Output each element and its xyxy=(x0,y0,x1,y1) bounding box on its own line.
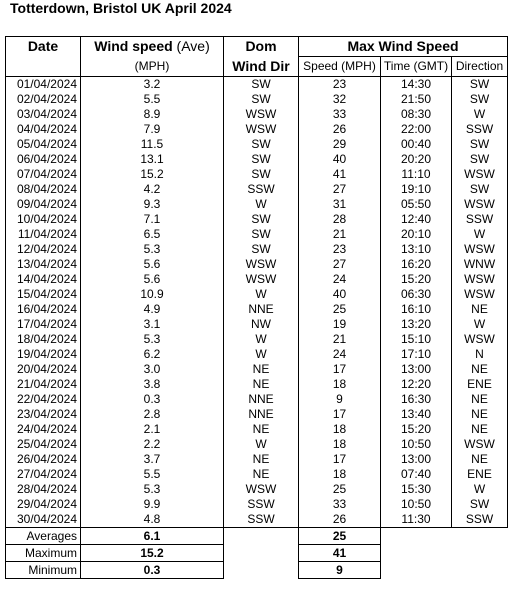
cell-max-direction: WSW xyxy=(452,197,508,212)
table-row xyxy=(6,512,508,528)
cell-wind-speed: 5.3 xyxy=(81,482,224,497)
cell-max-direction: WSW xyxy=(452,287,508,302)
cell-wind-dir: SSW xyxy=(224,497,299,512)
table-row xyxy=(6,332,508,347)
summary-blank xyxy=(381,545,508,562)
cell-max-direction: SW xyxy=(452,182,508,197)
cell-max-speed: 27 xyxy=(299,257,381,272)
table-row xyxy=(6,107,508,122)
cell-max-direction: N xyxy=(452,347,508,362)
cell-wind-speed: 2.8 xyxy=(81,407,224,422)
cell-max-direction: SSW xyxy=(452,512,508,528)
cell-max-speed: 41 xyxy=(299,167,381,182)
cell-wind-dir: NE xyxy=(224,377,299,392)
summary-label-maximum: Maximum xyxy=(6,545,81,562)
header-dom: Dom xyxy=(224,37,299,57)
summary-max-speed-minimum: 9 xyxy=(299,562,381,579)
summary-label-minimum: Minimum xyxy=(6,562,81,579)
cell-max-direction: WNW xyxy=(452,257,508,272)
summary-blank xyxy=(381,562,508,579)
cell-wind-speed: 7.9 xyxy=(81,122,224,137)
cell-max-time: 10:50 xyxy=(381,437,452,452)
cell-max-speed: 24 xyxy=(299,347,381,362)
summary-max-speed-maximum: 41 xyxy=(299,545,381,562)
cell-max-speed: 33 xyxy=(299,497,381,512)
cell-max-time: 12:40 xyxy=(381,212,452,227)
header-time-gmt: Time (GMT) xyxy=(381,57,452,77)
cell-wind-dir: SW xyxy=(224,242,299,257)
cell-max-speed: 18 xyxy=(299,422,381,437)
cell-max-time: 06:30 xyxy=(381,287,452,302)
cell-date: 22/04/2024 xyxy=(6,392,81,407)
cell-wind-speed: 3.1 xyxy=(81,317,224,332)
cell-wind-speed: 5.3 xyxy=(81,242,224,257)
summary-max-speed-averages: 25 xyxy=(299,528,381,545)
cell-wind-speed: 9.9 xyxy=(81,497,224,512)
cell-max-speed: 24 xyxy=(299,272,381,287)
cell-max-time: 15:20 xyxy=(381,422,452,437)
cell-max-direction: WSW xyxy=(452,272,508,287)
cell-max-speed: 26 xyxy=(299,122,381,137)
cell-max-time: 15:20 xyxy=(381,272,452,287)
cell-max-time: 15:30 xyxy=(381,482,452,497)
cell-wind-speed: 3.7 xyxy=(81,452,224,467)
cell-wind-speed: 3.8 xyxy=(81,377,224,392)
cell-max-direction: SW xyxy=(452,497,508,512)
cell-wind-dir: SW xyxy=(224,92,299,107)
cell-max-time: 11:30 xyxy=(381,512,452,528)
cell-wind-dir: SW xyxy=(224,77,299,93)
table-row xyxy=(6,212,508,227)
cell-max-speed: 25 xyxy=(299,302,381,317)
cell-max-time: 07:40 xyxy=(381,467,452,482)
cell-wind-dir: SW xyxy=(224,212,299,227)
table-row xyxy=(6,77,508,93)
cell-date: 20/04/2024 xyxy=(6,362,81,377)
table-row xyxy=(6,482,508,497)
cell-max-speed: 33 xyxy=(299,107,381,122)
cell-wind-dir: W xyxy=(224,332,299,347)
table-row xyxy=(6,227,508,242)
cell-wind-speed: 5.5 xyxy=(81,467,224,482)
cell-date: 21/04/2024 xyxy=(6,377,81,392)
cell-max-speed: 21 xyxy=(299,227,381,242)
cell-date: 05/04/2024 xyxy=(6,137,81,152)
cell-wind-speed: 6.5 xyxy=(81,227,224,242)
cell-wind-speed: 5.6 xyxy=(81,272,224,287)
cell-wind-dir: W xyxy=(224,287,299,302)
cell-max-time: 16:30 xyxy=(381,392,452,407)
cell-max-time: 13:20 xyxy=(381,317,452,332)
table-row xyxy=(6,182,508,197)
cell-date: 17/04/2024 xyxy=(6,317,81,332)
cell-wind-dir: NE xyxy=(224,422,299,437)
table-row xyxy=(6,152,508,167)
cell-date: 27/04/2024 xyxy=(6,467,81,482)
cell-max-speed: 21 xyxy=(299,332,381,347)
cell-date: 16/04/2024 xyxy=(6,302,81,317)
table-row xyxy=(6,422,508,437)
table-row xyxy=(6,197,508,212)
cell-wind-dir: WSW xyxy=(224,272,299,287)
summary-wind-speed-minimum: 0.3 xyxy=(81,562,224,579)
cell-date: 23/04/2024 xyxy=(6,407,81,422)
cell-max-speed: 40 xyxy=(299,287,381,302)
cell-date: 02/04/2024 xyxy=(6,92,81,107)
cell-max-direction: NE xyxy=(452,362,508,377)
cell-max-time: 21:50 xyxy=(381,92,452,107)
cell-max-time: 17:10 xyxy=(381,347,452,362)
table-row xyxy=(6,437,508,452)
header-row-1 xyxy=(6,37,508,57)
cell-max-speed: 18 xyxy=(299,467,381,482)
summary-wind-speed-averages: 6.1 xyxy=(81,528,224,545)
cell-max-time: 11:10 xyxy=(381,167,452,182)
header-wind-dir: Wind Dir xyxy=(224,57,299,77)
cell-max-time: 10:50 xyxy=(381,497,452,512)
table-row xyxy=(6,257,508,272)
cell-max-direction: WSW xyxy=(452,437,508,452)
cell-max-direction: SSW xyxy=(452,212,508,227)
cell-wind-speed: 5.6 xyxy=(81,257,224,272)
table-row xyxy=(6,92,508,107)
cell-wind-speed: 5.5 xyxy=(81,92,224,107)
cell-max-time: 13:40 xyxy=(381,407,452,422)
cell-date: 09/04/2024 xyxy=(6,197,81,212)
cell-max-time: 00:40 xyxy=(381,137,452,152)
cell-wind-dir: SW xyxy=(224,137,299,152)
table-row xyxy=(6,137,508,152)
table-row xyxy=(6,242,508,257)
cell-max-speed: 17 xyxy=(299,407,381,422)
cell-wind-dir: WSW xyxy=(224,107,299,122)
cell-max-time: 13:00 xyxy=(381,362,452,377)
cell-max-direction: ENE xyxy=(452,467,508,482)
cell-max-direction: W xyxy=(452,107,508,122)
cell-max-speed: 28 xyxy=(299,212,381,227)
cell-max-speed: 31 xyxy=(299,197,381,212)
cell-date: 29/04/2024 xyxy=(6,497,81,512)
summary-blank-dir xyxy=(224,562,299,579)
cell-wind-speed: 4.8 xyxy=(81,512,224,528)
cell-wind-speed: 0.3 xyxy=(81,392,224,407)
cell-max-speed: 26 xyxy=(299,512,381,528)
cell-date: 14/04/2024 xyxy=(6,272,81,287)
header-wind-speed-suffix: (Ave) xyxy=(172,38,210,55)
cell-max-direction: NE xyxy=(452,392,508,407)
summary-blank-dir xyxy=(224,528,299,545)
cell-max-speed: 40 xyxy=(299,152,381,167)
cell-date: 03/04/2024 xyxy=(6,107,81,122)
cell-wind-dir: SW xyxy=(224,227,299,242)
cell-max-time: 22:00 xyxy=(381,122,452,137)
cell-wind-speed: 2.1 xyxy=(81,422,224,437)
cell-max-direction: SW xyxy=(452,152,508,167)
cell-wind-dir: W xyxy=(224,347,299,362)
header-date: Date xyxy=(6,37,81,57)
cell-date: 25/04/2024 xyxy=(6,437,81,452)
summary-row-maximum xyxy=(6,545,508,562)
cell-date: 06/04/2024 xyxy=(6,152,81,167)
cell-wind-speed: 15.2 xyxy=(81,167,224,182)
cell-max-direction: SW xyxy=(452,92,508,107)
summary-wind-speed-maximum: 15.2 xyxy=(81,545,224,562)
cell-max-direction: SSW xyxy=(452,122,508,137)
table-row xyxy=(6,452,508,467)
cell-max-direction: WSW xyxy=(452,332,508,347)
cell-date: 13/04/2024 xyxy=(6,257,81,272)
table-row xyxy=(6,272,508,287)
cell-wind-dir: SW xyxy=(224,152,299,167)
cell-max-direction: W xyxy=(452,317,508,332)
cell-max-time: 16:20 xyxy=(381,257,452,272)
cell-date: 07/04/2024 xyxy=(6,167,81,182)
cell-max-speed: 17 xyxy=(299,452,381,467)
cell-max-time: 08:30 xyxy=(381,107,452,122)
cell-wind-speed: 9.3 xyxy=(81,197,224,212)
cell-date: 30/04/2024 xyxy=(6,512,81,528)
cell-max-speed: 18 xyxy=(299,437,381,452)
cell-max-time: 13:10 xyxy=(381,242,452,257)
table-row xyxy=(6,392,508,407)
table-row xyxy=(6,377,508,392)
cell-date: 01/04/2024 xyxy=(6,77,81,93)
cell-date: 15/04/2024 xyxy=(6,287,81,302)
cell-max-direction: ENE xyxy=(452,377,508,392)
cell-wind-speed: 11.5 xyxy=(81,137,224,152)
cell-wind-dir: WSW xyxy=(224,257,299,272)
cell-max-time: 14:30 xyxy=(381,77,452,93)
cell-date: 11/04/2024 xyxy=(6,227,81,242)
cell-max-direction: SW xyxy=(452,77,508,93)
cell-max-speed: 9 xyxy=(299,392,381,407)
cell-wind-speed: 6.2 xyxy=(81,347,224,362)
cell-date: 26/04/2024 xyxy=(6,452,81,467)
table-row xyxy=(6,302,508,317)
header-wind-speed-unit: (MPH) xyxy=(81,57,224,77)
cell-wind-speed: 8.9 xyxy=(81,107,224,122)
cell-wind-dir: SSW xyxy=(224,182,299,197)
cell-wind-dir: WSW xyxy=(224,482,299,497)
cell-max-direction: NE xyxy=(452,422,508,437)
cell-wind-speed: 13.1 xyxy=(81,152,224,167)
cell-max-speed: 17 xyxy=(299,362,381,377)
header-direction: Direction xyxy=(452,57,508,77)
cell-date: 24/04/2024 xyxy=(6,422,81,437)
cell-max-direction: NE xyxy=(452,452,508,467)
cell-max-time: 16:10 xyxy=(381,302,452,317)
cell-max-time: 19:10 xyxy=(381,182,452,197)
cell-max-time: 20:10 xyxy=(381,227,452,242)
table-row xyxy=(6,317,508,332)
cell-wind-speed: 3.2 xyxy=(81,77,224,93)
header-max-wind-speed: Max Wind Speed xyxy=(299,37,508,57)
summary-row-averages xyxy=(6,528,508,545)
cell-wind-dir: SW xyxy=(224,167,299,182)
table-row xyxy=(6,167,508,182)
cell-max-speed: 18 xyxy=(299,377,381,392)
table-row xyxy=(6,347,508,362)
cell-wind-dir: NNE xyxy=(224,407,299,422)
cell-max-time: 05:50 xyxy=(381,197,452,212)
cell-wind-speed: 2.2 xyxy=(81,437,224,452)
cell-date: 12/04/2024 xyxy=(6,242,81,257)
cell-max-speed: 25 xyxy=(299,482,381,497)
wind-data-table xyxy=(5,36,508,579)
cell-max-speed: 32 xyxy=(299,92,381,107)
cell-wind-speed: 3.0 xyxy=(81,362,224,377)
cell-wind-dir: W xyxy=(224,437,299,452)
cell-max-time: 12:20 xyxy=(381,377,452,392)
cell-wind-speed: 4.9 xyxy=(81,302,224,317)
cell-max-direction: SW xyxy=(452,137,508,152)
cell-wind-dir: SSW xyxy=(224,512,299,528)
cell-date: 04/04/2024 xyxy=(6,122,81,137)
summary-row-minimum xyxy=(6,562,508,579)
table-row xyxy=(6,467,508,482)
cell-wind-speed: 10.9 xyxy=(81,287,224,302)
header-wind-speed-label: Wind speed xyxy=(94,38,173,55)
cell-date: 28/04/2024 xyxy=(6,482,81,497)
cell-max-direction: NE xyxy=(452,302,508,317)
table-row xyxy=(6,407,508,422)
header-row-2 xyxy=(6,57,508,77)
cell-wind-speed: 7.1 xyxy=(81,212,224,227)
cell-max-direction: WSW xyxy=(452,167,508,182)
header-speed-mph: Speed (MPH) xyxy=(299,57,381,77)
cell-wind-dir: NE xyxy=(224,452,299,467)
header-wind-speed xyxy=(81,37,224,57)
cell-wind-dir: NW xyxy=(224,317,299,332)
cell-date: 08/04/2024 xyxy=(6,182,81,197)
table-row xyxy=(6,287,508,302)
table-row xyxy=(6,122,508,137)
cell-wind-speed: 5.3 xyxy=(81,332,224,347)
cell-wind-dir: NNE xyxy=(224,392,299,407)
cell-wind-dir: W xyxy=(224,197,299,212)
cell-max-direction: W xyxy=(452,227,508,242)
cell-max-speed: 29 xyxy=(299,137,381,152)
cell-wind-dir: NE xyxy=(224,467,299,482)
cell-max-speed: 19 xyxy=(299,317,381,332)
cell-date: 19/04/2024 xyxy=(6,347,81,362)
summary-label-averages: Averages xyxy=(6,528,81,545)
summary-blank xyxy=(381,528,508,545)
cell-max-direction: W xyxy=(452,482,508,497)
cell-max-time: 13:00 xyxy=(381,452,452,467)
cell-max-speed: 23 xyxy=(299,242,381,257)
cell-max-time: 20:20 xyxy=(381,152,452,167)
cell-date: 18/04/2024 xyxy=(6,332,81,347)
cell-max-direction: NE xyxy=(452,407,508,422)
cell-max-time: 15:10 xyxy=(381,332,452,347)
cell-wind-speed: 4.2 xyxy=(81,182,224,197)
table-row xyxy=(6,362,508,377)
header-date-blank xyxy=(6,57,81,77)
cell-wind-dir: NE xyxy=(224,362,299,377)
cell-max-speed: 23 xyxy=(299,77,381,93)
cell-wind-dir: WSW xyxy=(224,122,299,137)
summary-blank-dir xyxy=(224,545,299,562)
cell-date: 10/04/2024 xyxy=(6,212,81,227)
cell-max-direction: WSW xyxy=(452,242,508,257)
sheet-title: Totterdown, Bristol UK April 2024 xyxy=(10,0,232,16)
cell-max-speed: 27 xyxy=(299,182,381,197)
table-row xyxy=(6,497,508,512)
cell-wind-dir: NNE xyxy=(224,302,299,317)
